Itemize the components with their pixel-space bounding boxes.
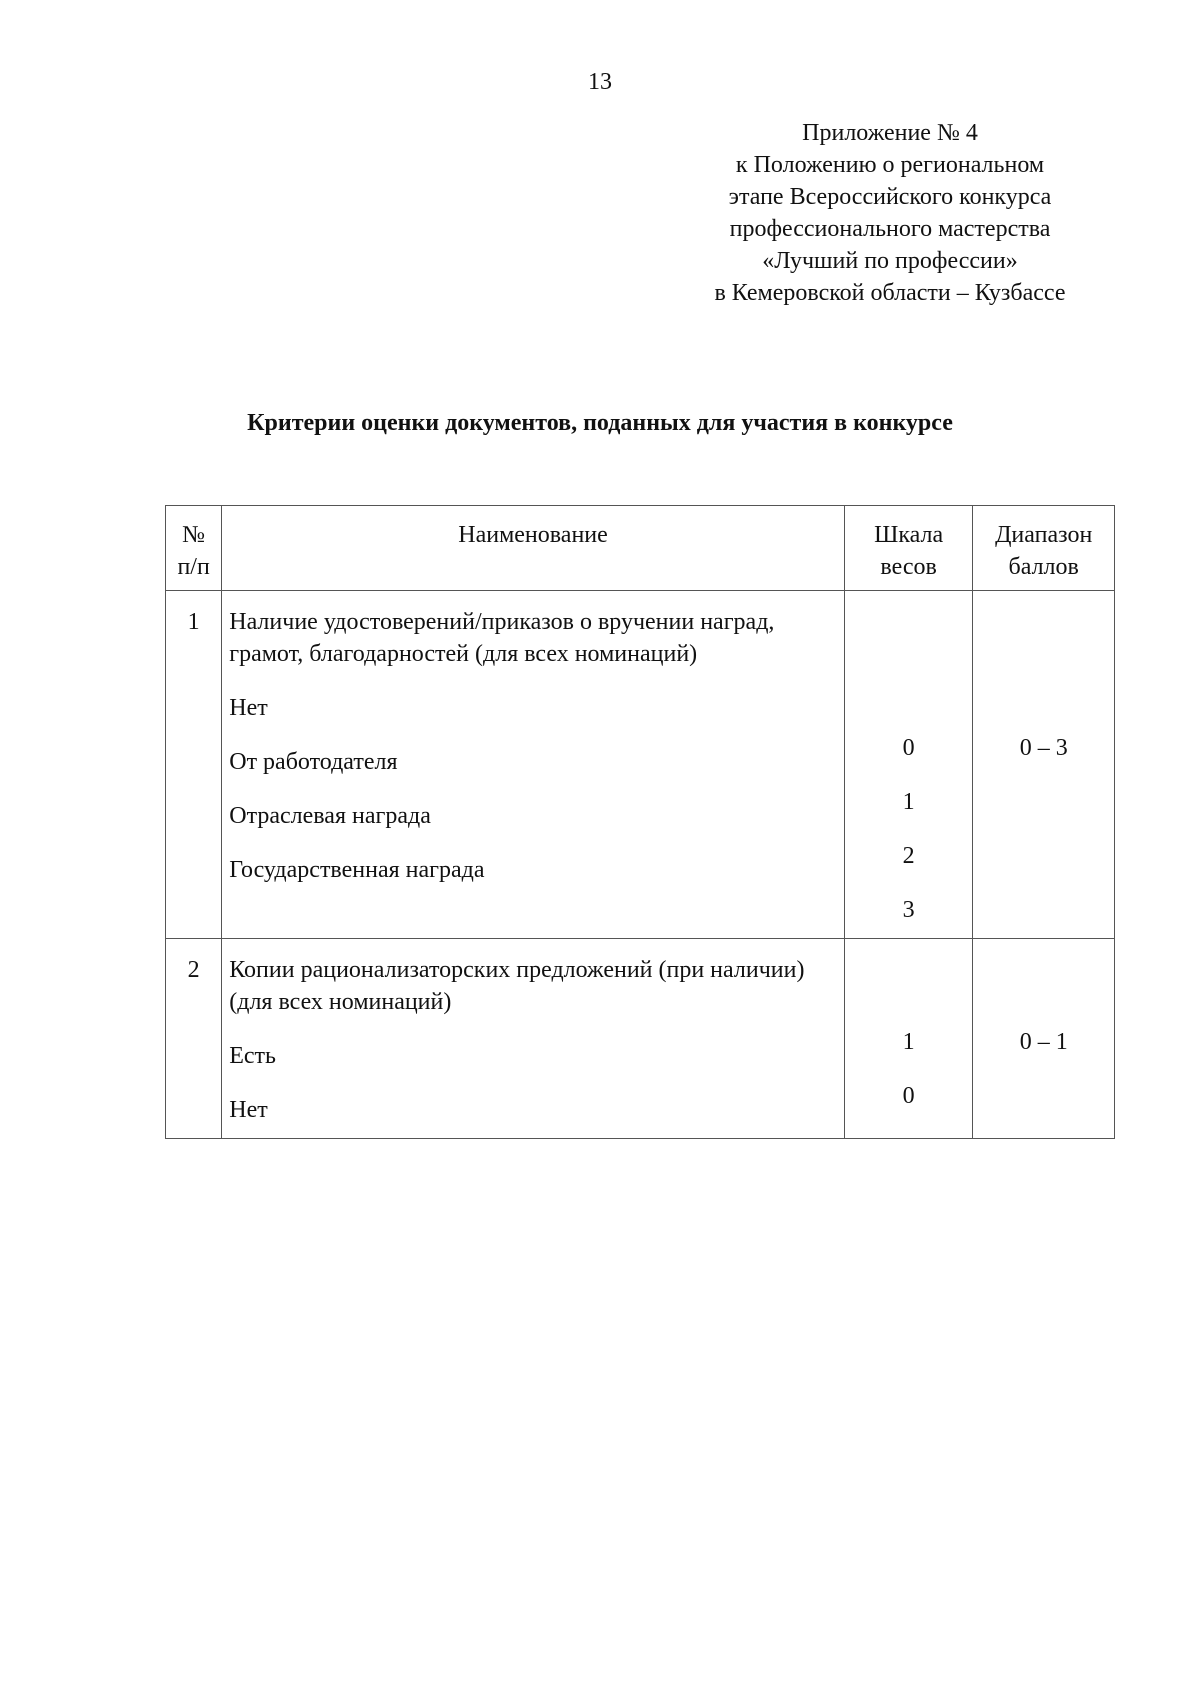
option-label: Есть [229, 1043, 276, 1069]
header-number-line2: п/п [177, 554, 210, 580]
table-row [166, 591, 1115, 939]
option-label: Нет [229, 695, 268, 721]
row-range-cell [973, 939, 1115, 1139]
option-label: Нет [229, 1097, 268, 1123]
header-name: Наименование [222, 506, 845, 591]
appendix-line: к Положению о региональном [735, 152, 1045, 178]
header-range-line2: баллов [1008, 554, 1079, 580]
header-number-line1: № [182, 522, 206, 548]
appendix-line: профессионального мастерства [729, 216, 1051, 242]
score-range: 0 – 3 [1019, 735, 1068, 761]
header-scale-line1: Шкала [874, 522, 944, 548]
header-scale [844, 506, 973, 591]
score-range: 0 – 1 [1019, 1029, 1068, 1055]
page-number: 13 [588, 69, 612, 95]
appendix-line: «Лучший по профессии» [762, 248, 1018, 274]
table-row [166, 939, 1115, 1139]
appendix-header [660, 117, 1120, 309]
option-label: От работодателя [229, 749, 398, 775]
option-weight: 3 [902, 897, 915, 923]
option-weight: 1 [902, 789, 915, 815]
criteria-table [165, 505, 1115, 1139]
option-weight: 0 [902, 1083, 915, 1109]
row-range-cell [973, 591, 1115, 939]
option-label: Государственная награда [229, 857, 485, 883]
row-number: 1 [166, 591, 222, 939]
appendix-line: в Кемеровской области – Кузбассе [714, 280, 1066, 306]
row-scale-cell [844, 591, 973, 939]
appendix-line: этапе Всероссийского конкурса [728, 184, 1052, 210]
table-header-row [166, 506, 1115, 591]
criterion-title: Копии рационализаторских предложений (при наличии) (для всех номинаций) [229, 957, 805, 1015]
document-title: Критерии оценки документов, поданных для участия в конкурсе [247, 410, 953, 436]
option-weight: 0 [902, 735, 915, 761]
header-range [973, 506, 1115, 591]
row-name-cell [222, 591, 845, 939]
criterion-title: Наличие удостоверений/приказов о вручении наград, грамот, благодарностей (для всех номинаций) [229, 609, 775, 667]
header-scale-line2: весов [880, 554, 937, 580]
row-name-cell [222, 939, 845, 1139]
option-label: Отраслевая награда [229, 803, 431, 829]
option-weight: 2 [902, 843, 915, 869]
header-number [166, 506, 222, 591]
appendix-line: Приложение № 4 [802, 120, 978, 146]
header-range-line1: Диапазон [995, 522, 1093, 548]
row-number: 2 [166, 939, 222, 1139]
option-weight: 1 [902, 1029, 915, 1055]
row-scale-cell [844, 939, 973, 1139]
